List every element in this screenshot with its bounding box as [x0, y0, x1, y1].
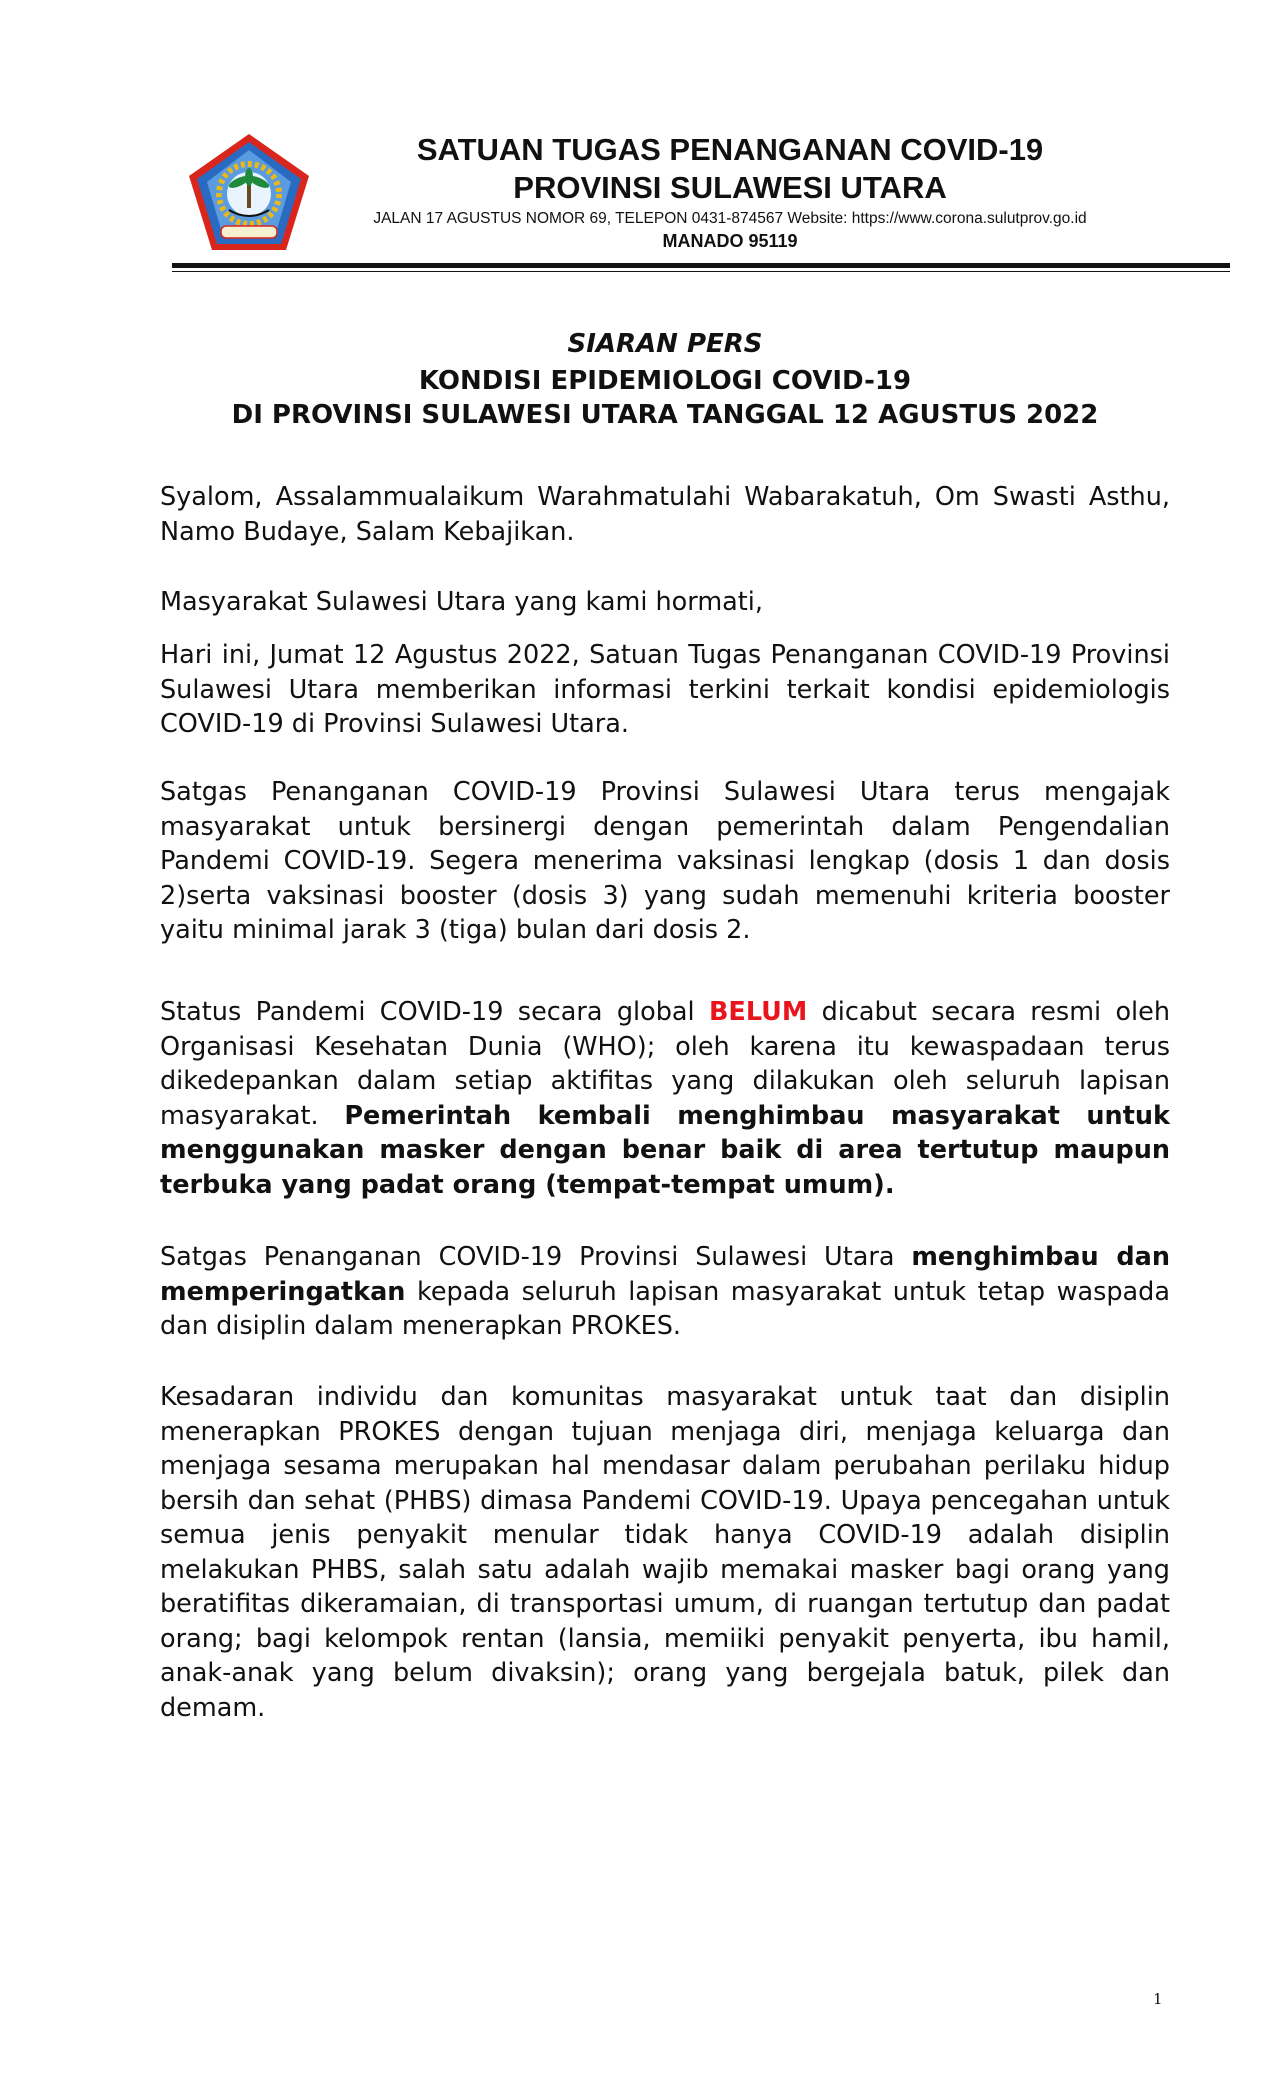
vaccination-paragraph: [160, 775, 1170, 948]
awareness-paragraph: [160, 1380, 1170, 1725]
salutation-text: Masyarakat Sulawesi Utara yang kami hormati,: [160, 587, 763, 617]
awareness-text: Kesadaran individu dan komunitas masyarakat untuk taat dan disiplin menerapkan PROKES dengan tujuan menjaga diri, menjaga keluarga dan menjaga sesama merupakan hal mendasar dalam perubahan perilaku hidup bersih dan sehat (PHBS) dimasa Pandemi COVID-19. Upaya pencegahan untuk semua jenis penyakit menular tidak hanya COVID-19 adalah disiplin melakukan PHBS, salah satu adalah wajib memakai masker bagi orang yang beratifitas dikeramaian, di transportasi umum, di ruangan tertutup dan padat orang; bagi kelompok rentan (lansia, memiiki penyakit penyerta, ibu hamil, anak-anak yang belum divaksin); orang yang bergejala batuk, pilek dan demam.: [160, 1382, 1170, 1723]
org-title-line2: PROVINSI SULAWESI UTARA: [513, 170, 947, 205]
org-city: MANADO 95119: [662, 231, 798, 251]
status-bold-appeal: Pemerintah kembali menghimbau masyarakat untuk menggunakan masker dengan benar baik di area tertutup maupun terbuka yang padat orang (tempat-tempat umum).: [160, 1100, 1171, 1200]
headline-line1: KONDISI EPIDEMIOLOGI COVID-19: [418, 366, 912, 396]
letterhead-rule-thin: [172, 271, 1230, 272]
press-release-kicker: SIARAN PERS: [567, 329, 763, 359]
org-title-line1: SATUAN TUGAS PENANGANAN COVID-19: [416, 132, 1044, 167]
intro-text: Hari ini, Jumat 12 Agustus 2022, Satuan Tugas Penanganan COVID-19 Provinsi Sulawesi Utara memberikan informasi terkini terkait kondisi epidemiologis COVID-19 di Provinsi Sulawesi Utara.: [160, 640, 1170, 739]
provincial-emblem-icon: [185, 132, 313, 254]
letterhead-rule-thick: [172, 263, 1230, 268]
headline-line2: DI PROVINSI SULAWESI UTARA TANGGAL 12 AGUSTUS 2022: [231, 400, 1099, 430]
status-highlight: BELUM: [708, 997, 808, 1027]
appeal-paragraph: [160, 1240, 1170, 1344]
vaccination-text: Satgas Penanganan COVID-19 Provinsi Sulawesi Utara terus mengajak masyarakat untuk bersinergi dengan pemerintah dalam Pengendalian Pandemi COVID-19. Segera menerima vaksinasi lengkap (dosis 1 dan dosis 2)serta vaksinasi booster (dosis 3) yang sudah memenuhi kriteria booster yaitu minimal jarak 3 (tiga) bulan dari dosis 2.: [160, 777, 1170, 945]
appeal-bold: menghimbau dan memperingatkan: [160, 1242, 1170, 1307]
appeal-text-part1: Satgas Penanganan COVID-19 Provinsi Sulawesi Utara: [160, 1242, 912, 1272]
appeal-text-part2: kepada seluruh lapisan masyarakat untuk tetap waspada dan disiplin dalam menerapkan PROKES.: [160, 1276, 1170, 1341]
status-text-part2: dicabut secara resmi oleh Organisasi Kesehatan Dunia (WHO); oleh karena itu kewaspadaan terus dikedepankan dalam setiap aktifitas yang dilakukan oleh seluruh lapisan masyarakat.: [160, 997, 1170, 1131]
org-address: JALAN 17 AGUSTUS NOMOR 69, TELEPON 0431-874567 Website: https://www.corona.sulutprov.go.id: [373, 210, 1087, 227]
pandemic-status-paragraph: [160, 995, 1170, 1202]
page-number: 1: [1153, 1990, 1163, 2008]
greeting-paragraph: [160, 480, 1170, 549]
salutation-paragraph: [160, 585, 1170, 620]
status-text-part1: Status Pandemi COVID-19 secara global: [160, 997, 709, 1027]
intro-paragraph: [160, 638, 1170, 742]
greeting-text: Syalom, Assalammualaikum Warahmatulahi Wabarakatuh, Om Swasti Asthu, Namo Budaye, Salam Kebajikan.: [160, 482, 1170, 547]
